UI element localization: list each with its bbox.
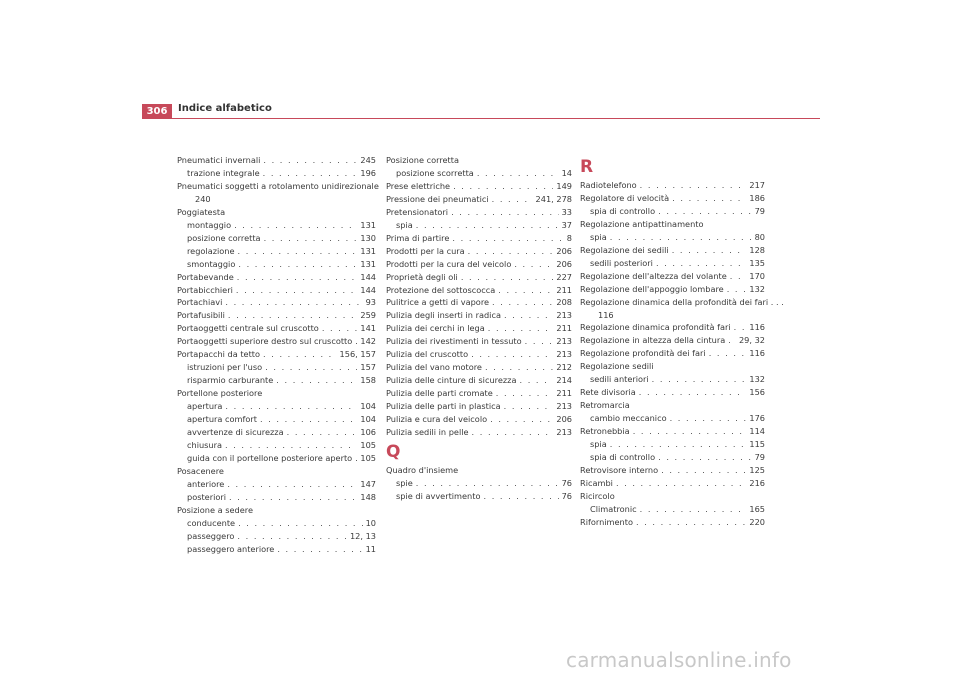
page-reference: 12, 13 [349, 530, 376, 541]
index-entry [177, 154, 376, 167]
page-reference: 148 [360, 491, 376, 502]
page-reference: 141 [360, 323, 376, 334]
leader-dots [264, 232, 358, 245]
index-term: Pretensionatori [386, 206, 449, 217]
leader-dots [227, 478, 357, 491]
page-reference: 14 [561, 167, 572, 178]
index-term: Portapacchi da tetto [177, 349, 261, 360]
index-entry [177, 167, 376, 180]
index-entry [177, 309, 376, 322]
index-term: apertura comfort [187, 414, 257, 425]
page-reference: 128 [749, 244, 765, 255]
page-reference: 147 [360, 478, 376, 489]
index-term: Regolazione in altezza della cintura [580, 335, 726, 346]
index-term: sedili anteriori [590, 374, 649, 385]
leader-dots [451, 206, 559, 219]
index-heading: Posizione corretta [386, 155, 459, 165]
index-entry [177, 517, 376, 530]
page-number: 306 [142, 104, 172, 119]
leader-dots [452, 232, 563, 245]
index-term: Retrovisore interno [580, 464, 659, 475]
leader-dots [504, 400, 554, 413]
leader-dots [492, 193, 533, 206]
leader-dots [276, 374, 357, 387]
leader-dots [260, 413, 357, 426]
page-reference: 131 [360, 245, 376, 256]
page-reference: 149 [556, 180, 572, 191]
index-term: posteriori [187, 491, 227, 502]
index-term: Regolazione dell'appoggio lombare [580, 283, 724, 294]
page-reference: 165 [749, 503, 765, 514]
index-term: Pulizia degli inserti in radica [386, 310, 501, 321]
index-term: Portachiavi [177, 297, 223, 308]
leader-dots [472, 426, 554, 439]
index-term: trazione integrale [187, 167, 260, 178]
section-letter: Q [386, 441, 401, 462]
index-entry [386, 258, 572, 271]
leader-dots [639, 386, 747, 399]
leader-dots [640, 503, 747, 516]
index-term: Prodotti per la cura del veicolo [386, 258, 512, 269]
index-term: passeggero anteriore [187, 543, 275, 554]
index-entry [177, 478, 376, 491]
index-entry [386, 477, 572, 490]
leader-dots [225, 296, 362, 309]
index-term: Climatronic [590, 503, 637, 514]
index-entry [580, 244, 765, 257]
page-reference: 105 [360, 452, 376, 463]
index-term: Portabicchieri [177, 284, 233, 295]
page-reference: 76 [561, 490, 572, 501]
leader-dots [661, 464, 746, 477]
index-term: Retronebbia [580, 426, 630, 437]
page-reference: 158 [360, 375, 376, 386]
page-reference: 241, 278 [535, 193, 572, 204]
index-entry [580, 205, 765, 218]
index-entry [386, 335, 572, 348]
leader-dots [416, 219, 559, 232]
index-entry [177, 491, 376, 504]
leader-dots [514, 258, 553, 271]
page-reference: 176 [749, 413, 765, 424]
index-term: apertura [187, 401, 223, 412]
page-reference: 105 [360, 439, 376, 450]
index-term: Radiotelefono [580, 180, 637, 190]
page-reference: 29, 32 [738, 335, 765, 346]
index-entry [386, 232, 572, 245]
page-reference: 196 [360, 167, 376, 178]
index-entry [386, 490, 572, 503]
index-entry [580, 412, 765, 425]
page-reference: 10 [365, 517, 376, 528]
index-column-2 [386, 154, 572, 503]
page-reference: 80 [754, 231, 765, 242]
index-term: Pulizia dei rivestimenti in tessuto [386, 336, 522, 347]
page-reference: 144 [360, 284, 376, 295]
page-reference: 213 [556, 310, 572, 321]
page-reference: 93 [365, 297, 376, 308]
index-term: Pulizia dei cerchi in lega [386, 323, 485, 334]
leader-dots [234, 219, 357, 232]
index-entry [177, 361, 376, 374]
index-term: Pulizia del cruscotto [386, 349, 469, 360]
index-term: sedili posteriori [590, 257, 653, 268]
index-entry [386, 309, 572, 322]
page-reference: 212 [556, 362, 572, 373]
index-column-1 [177, 154, 379, 556]
index-entry [386, 271, 572, 284]
index-entry [386, 348, 572, 361]
leader-dots [728, 334, 736, 347]
index-entry [580, 283, 765, 296]
page-reference: 116 [749, 322, 765, 333]
page-reference: 214 [556, 375, 572, 386]
leader-dots [730, 270, 747, 283]
page-reference: 144 [360, 271, 376, 282]
index-entry [386, 322, 572, 335]
index-heading: Quadro d'insieme [386, 464, 459, 475]
page-reference: 213 [556, 349, 572, 360]
leader-dots [610, 231, 752, 244]
index-term: Portaoggetti superiore destro sul cruscotto [177, 336, 353, 347]
leader-dots [709, 347, 747, 360]
index-entry [386, 193, 572, 206]
index-entry [177, 348, 376, 361]
index-term: guida con il portellone posteriore aperto [187, 452, 353, 463]
index-term: Pulizia del vano motore [386, 362, 482, 373]
index-term: passeggero [187, 530, 235, 541]
index-entry [386, 180, 572, 193]
leader-dots [277, 543, 362, 556]
page-reference: 156 [749, 387, 765, 398]
index-entry [177, 335, 376, 348]
leader-dots [483, 490, 558, 503]
index-term: Portafusibili [177, 310, 225, 321]
index-term: Portabevande [177, 271, 234, 282]
leader-dots [610, 438, 747, 451]
page-reference: 131 [360, 258, 376, 269]
index-term: Portaoggetti centrale sul cruscotto [177, 323, 319, 334]
index-term: anteriore [187, 478, 225, 489]
leader-dots [636, 516, 746, 529]
index-heading: Regolazione antipattinamento [580, 218, 704, 229]
leader-dots [672, 192, 746, 205]
leader-dots [652, 373, 747, 386]
index-entry [177, 232, 376, 245]
leader-dots [355, 452, 357, 465]
leader-dots [734, 321, 747, 334]
leader-dots [670, 412, 747, 425]
leader-dots [237, 530, 347, 543]
index-entry [177, 426, 376, 439]
leader-dots [453, 180, 553, 193]
index-term: montaggio [187, 219, 232, 230]
leader-dots [658, 451, 751, 464]
index-term: cambio meccanico [590, 413, 667, 424]
index-entry [580, 321, 765, 334]
page-reference: 170 [749, 270, 765, 281]
index-term: Rifornimento [580, 516, 633, 527]
index-entry [386, 167, 572, 180]
page-reference: 130 [360, 232, 376, 243]
page-reference: 131 [360, 219, 376, 230]
leader-dots [263, 154, 357, 167]
leader-dots [525, 335, 554, 348]
index-entry [580, 270, 765, 283]
leader-dots [468, 245, 554, 258]
index-heading: Poggiatesta [177, 206, 226, 217]
index-term: spie [396, 477, 413, 488]
leader-dots [236, 284, 357, 297]
page-reference: 104 [360, 401, 376, 412]
index-heading: Ricircolo [580, 490, 615, 501]
page-reference: 116 [598, 309, 614, 320]
leader-dots [287, 426, 358, 439]
index-entry [177, 543, 376, 556]
index-term: posizione scorretta [396, 167, 474, 178]
page-reference: 220 [749, 516, 765, 527]
page-reference: 37 [561, 219, 572, 230]
index-entry [580, 231, 765, 244]
index-entry [177, 284, 376, 297]
page-reference: 104 [360, 414, 376, 425]
index-heading: Posizione a sedere [177, 504, 253, 515]
index-term: spie di avvertimento [396, 490, 481, 501]
index-term: Regolazione dinamica profondità fari [580, 322, 731, 333]
page-reference: 106 [360, 427, 376, 438]
leader-dots [238, 517, 363, 530]
index-term: Pneumatici invernali [177, 155, 261, 165]
index-term: chiusura [187, 439, 222, 450]
page-reference: 245 [360, 155, 376, 165]
index-entry [177, 374, 376, 387]
index-entry [386, 426, 572, 439]
leader-dots [492, 296, 553, 309]
index-entry [386, 400, 572, 413]
leader-dots [471, 348, 553, 361]
index-entry [580, 477, 765, 490]
page-reference: 114 [749, 426, 765, 437]
page-reference: 259 [360, 310, 376, 321]
page-reference: 116 [749, 348, 765, 359]
leader-dots [228, 309, 357, 322]
index-term: Pulizia delle cinture di sicurezza [386, 375, 517, 386]
index-entry [386, 284, 572, 297]
leader-dots [263, 348, 337, 361]
index-entry [580, 425, 765, 438]
page-reference: 216 [749, 477, 765, 488]
page-title: Indice alfabetico [178, 103, 272, 114]
index-entry [177, 452, 376, 465]
index-heading: Retromarcia [580, 400, 630, 411]
index-term: Pulizia e cura del veicolo [386, 414, 488, 425]
watermark: carmanualsonline.info [566, 648, 792, 672]
page-reference: 240 [195, 193, 211, 204]
page-reference: 211 [556, 284, 572, 295]
page-reference: 132 [749, 283, 765, 294]
page-reference: 157 [360, 362, 376, 373]
leader-dots [237, 271, 358, 284]
index-term: Prima di partire [386, 232, 450, 243]
index-term: Regolatore di velocità [580, 192, 670, 203]
leader-dots [265, 361, 357, 374]
index-entry [177, 271, 376, 284]
page-reference: 206 [556, 414, 572, 425]
leader-dots [519, 374, 553, 387]
index-entry [580, 257, 765, 270]
page-reference: 211 [556, 388, 572, 399]
index-term: smontaggio [187, 258, 236, 269]
leader-dots [490, 413, 553, 426]
index-entry [386, 219, 572, 232]
index-entry [580, 451, 765, 464]
index-term: Ricambi [580, 477, 613, 488]
leader-dots [238, 245, 358, 258]
index-term: Pulizia delle parti cromate [386, 388, 493, 399]
leader-dots [658, 205, 751, 218]
page-reference: 213 [556, 336, 572, 347]
index-entry [177, 258, 376, 271]
leader-dots [355, 335, 357, 348]
index-entry [580, 334, 765, 347]
index-term: Regolazione dell'altezza del volante [580, 270, 727, 281]
index-term: Pulizia sedili in pelle [386, 427, 469, 438]
page-reference: 208 [556, 297, 572, 308]
index-entry [177, 296, 376, 309]
leader-dots [229, 491, 357, 504]
index-entry [580, 179, 765, 192]
index-term: Regolazione dei sedili [580, 244, 669, 255]
index-entry [580, 516, 765, 529]
leader-dots [485, 361, 553, 374]
leader-dots [461, 271, 554, 284]
page-reference: 186 [749, 192, 765, 203]
leader-dots [672, 244, 747, 257]
leader-dots [656, 257, 746, 270]
leader-dots [633, 425, 747, 438]
index-term: conducente [187, 517, 236, 528]
index-entry [177, 322, 376, 335]
index-entry [386, 245, 572, 258]
index-term: Rete divisoria [580, 387, 636, 398]
index-term: Pulitrice a getti di vapore [386, 297, 490, 308]
page-reference: 76 [561, 477, 572, 488]
index-entry [580, 373, 765, 386]
index-entry [177, 530, 376, 543]
index-term: regolazione [187, 245, 235, 256]
leader-dots [616, 477, 746, 490]
index-term: Pulizia delle parti in plastica [386, 401, 501, 412]
index-term: spia di controllo [590, 452, 656, 463]
index-term: spia [590, 439, 607, 450]
index-entry [177, 400, 376, 413]
index-term: Pressione dei pneumatici [386, 193, 489, 204]
index-entry [386, 413, 572, 426]
leader-dots [488, 322, 554, 335]
index-entry [580, 503, 765, 516]
index-heading: Regolazione sedili [580, 361, 654, 372]
page-reference: 227 [556, 271, 572, 282]
index-term: avvertenze di sicurezza [187, 427, 284, 438]
leader-dots [640, 179, 747, 192]
leader-dots [225, 400, 357, 413]
page-reference: 79 [754, 205, 765, 216]
index-heading: Posacenere [177, 465, 224, 476]
leader-dots [416, 477, 559, 490]
index-heading: Portellone posteriore [177, 388, 263, 399]
index-entry [177, 439, 376, 452]
index-term: Regolazione profondità dei fari [580, 348, 706, 359]
leader-dots [322, 322, 358, 335]
page-reference: 132 [749, 374, 765, 385]
page-reference: 213 [556, 401, 572, 412]
index-term: spia di controllo [590, 205, 656, 216]
page-reference: 125 [749, 464, 765, 475]
index-entry [386, 374, 572, 387]
index-entry [580, 438, 765, 451]
leader-dots [238, 258, 357, 271]
index-term: spia [590, 231, 607, 242]
page-reference: 79 [754, 452, 765, 463]
index-term: spia [396, 219, 413, 230]
page-reference: 115 [749, 439, 765, 450]
page-reference: 213 [556, 427, 572, 438]
page-reference: 206 [556, 245, 572, 256]
leader-dots [496, 387, 554, 400]
index-entry [386, 296, 572, 309]
leader-dots [477, 167, 559, 180]
page-reference: 33 [561, 206, 572, 217]
index-entry [580, 386, 765, 399]
leader-dots [727, 283, 747, 296]
index-term: Pneumatici soggetti a rotolamento unidirezionale [177, 180, 379, 191]
leader-dots [498, 284, 553, 297]
index-term: Prese elettriche [386, 180, 451, 191]
page-reference: 217 [749, 180, 765, 190]
page-reference: 135 [749, 257, 765, 268]
index-term: Proprietà degli oli [386, 271, 458, 282]
page-reference: 11 [365, 543, 376, 554]
index-entry [177, 219, 376, 232]
index-term: Regolazione dinamica della profondità dei fari . . . [580, 296, 784, 307]
index-entry [386, 206, 572, 219]
index-term: istruzioni per l'uso [187, 362, 263, 373]
index-term: Prodotti per la cura [386, 245, 465, 256]
index-term: Protezione del sottoscocca [386, 284, 496, 295]
index-entry [386, 387, 572, 400]
page-reference: 156, 157 [339, 349, 376, 360]
leader-dots [504, 309, 553, 322]
section-letter: R [580, 157, 594, 177]
leader-dots [263, 167, 358, 180]
page-reference: 8 [566, 232, 572, 243]
index-column-3 [580, 154, 784, 529]
index-entry [580, 192, 765, 205]
index-term: risparmio carburante [187, 375, 274, 386]
page-reference: 206 [556, 258, 572, 269]
index-entry [580, 464, 765, 477]
page-reference: 142 [360, 336, 376, 347]
index-entry [177, 245, 376, 258]
leader-dots [225, 439, 357, 452]
index-entry [386, 361, 572, 374]
index-term: posizione corretta [187, 232, 261, 243]
page-reference: 211 [556, 323, 572, 334]
index-entry [177, 413, 376, 426]
index-entry [580, 347, 765, 360]
